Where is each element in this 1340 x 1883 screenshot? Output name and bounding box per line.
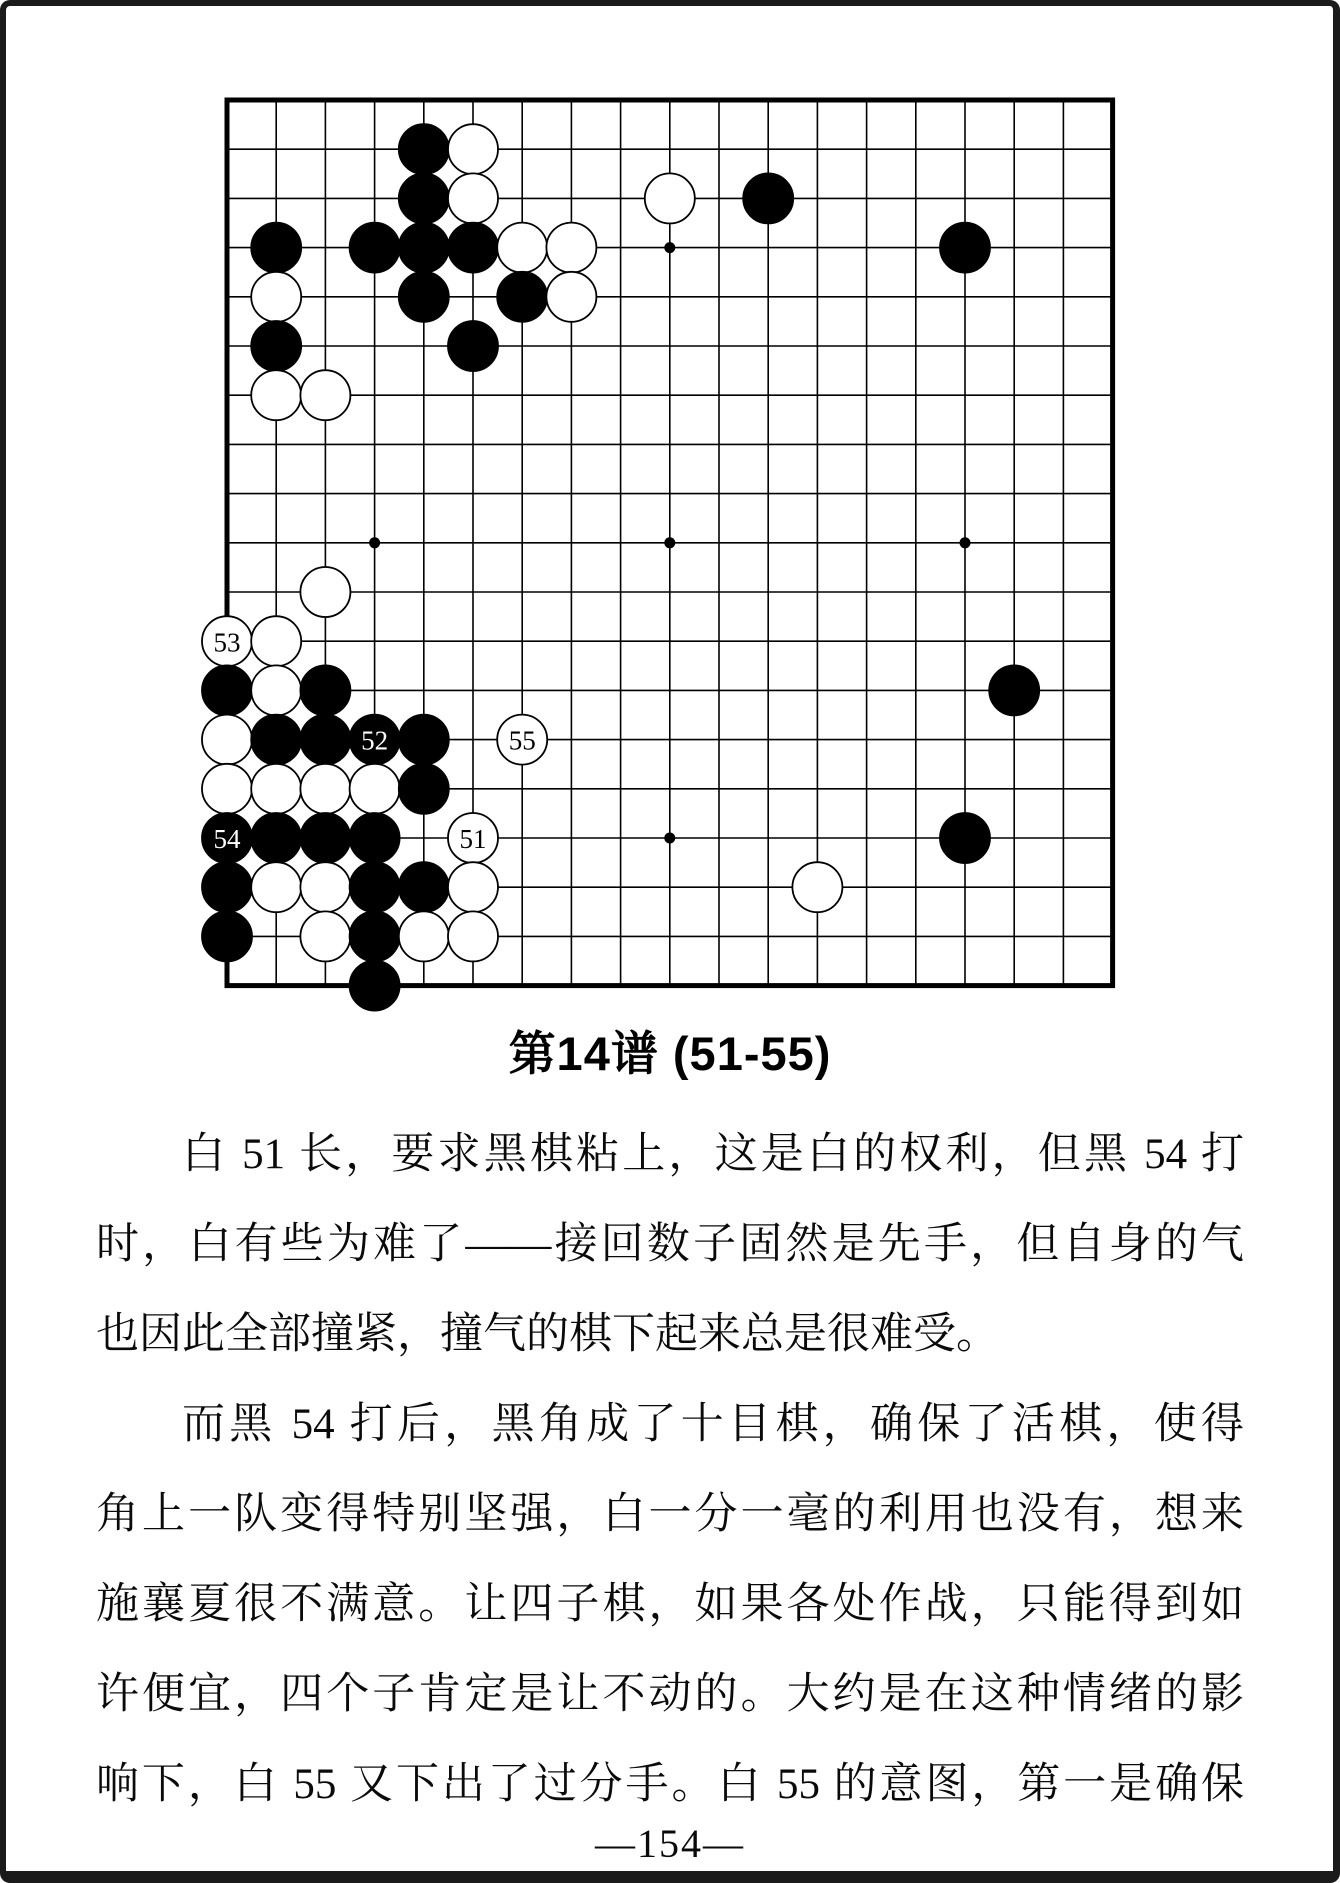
black-stone: [399, 764, 449, 814]
white-stone: [251, 665, 301, 715]
stone-move-number: 54: [213, 824, 241, 855]
black-stone: [448, 223, 498, 273]
white-stone: [399, 911, 449, 961]
white-stone: [448, 911, 498, 961]
black-stone: [350, 961, 400, 1011]
black-stone: [350, 813, 400, 863]
black-stone: [251, 223, 301, 273]
text-line: 白 51 长，要求黑棋粘上，这是白的权利，但黑 54 打: [182, 1131, 1244, 1178]
white-stone: [546, 223, 596, 273]
white-stone: [251, 370, 301, 420]
black-stone: [940, 813, 990, 863]
star-point: [960, 537, 971, 548]
text-line: 而黑 54 打后，黑角成了十目棋，确保了活棋，使得: [182, 1401, 1244, 1448]
black-stone: [202, 911, 252, 961]
black-stone: [251, 321, 301, 371]
black-stone: [989, 665, 1039, 715]
white-stone: [202, 715, 252, 765]
black-stone: [399, 124, 449, 174]
white-stone: [448, 862, 498, 912]
text-line: 也因此全部撞紧，撞气的棋下起来总是很难受。: [96, 1311, 999, 1358]
black-stone: [350, 862, 400, 912]
white-stone: [251, 764, 301, 814]
text-line: 响下，白 55 又下出了过分手。白 55 的意图，第一是确保: [96, 1761, 1244, 1808]
black-stone: [251, 813, 301, 863]
stone-move-number: 51: [459, 824, 487, 855]
black-stone: [399, 862, 449, 912]
black-stone: [497, 272, 547, 322]
black-stone: [399, 715, 449, 765]
black-stone: [399, 173, 449, 223]
text-line: 施襄夏很不满意。让四子棋，如果各处作战，只能得到如: [96, 1581, 1244, 1628]
black-stone: [350, 911, 400, 961]
go-board-diagram: [197, 70, 1143, 1016]
black-stone: [202, 862, 252, 912]
text-line: 角上一队变得特别坚强，白一分一毫的利用也没有，想来: [96, 1491, 1244, 1538]
white-stone: [792, 862, 842, 912]
white-stone: [251, 272, 301, 322]
star-point: [664, 242, 675, 253]
black-stone: [300, 813, 350, 863]
black-stone: [940, 223, 990, 273]
black-stone: [448, 321, 498, 371]
black-stone: [251, 715, 301, 765]
black-stone: [350, 223, 400, 273]
white-stone: [300, 862, 350, 912]
stone-move-number: 53: [213, 627, 241, 658]
star-point: [664, 833, 675, 844]
white-stone: [251, 616, 301, 666]
text-line: 许便宜，四个子肯定是让不动的。大约是在这种情绪的影: [96, 1671, 1244, 1718]
star-point: [369, 537, 380, 548]
stone-move-number: 52: [361, 725, 389, 756]
white-stone: [546, 272, 596, 322]
white-stone: [300, 764, 350, 814]
black-stone: [743, 173, 793, 223]
white-stone: [300, 911, 350, 961]
black-stone: [399, 272, 449, 322]
white-stone: [300, 567, 350, 617]
black-stone: [202, 665, 252, 715]
white-stone: [497, 223, 547, 273]
white-stone: [448, 124, 498, 174]
white-stone: [448, 173, 498, 223]
go-board-svg: [197, 70, 1143, 1016]
diagram-caption: 第14谱 (51-55): [508, 1027, 832, 1080]
white-stone: [202, 764, 252, 814]
white-stone: [350, 764, 400, 814]
body-text: [96, 1110, 1244, 1830]
white-stone: [645, 173, 695, 223]
white-stone: [251, 862, 301, 912]
page-number: —154—: [595, 1821, 745, 1866]
black-stone: [300, 715, 350, 765]
white-stone: [300, 370, 350, 420]
star-point: [664, 537, 675, 548]
stone-move-number: 55: [508, 725, 536, 756]
black-stone: [300, 665, 350, 715]
text-line: 时，白有些为难了——接回数子固然是先手，但自身的气: [96, 1221, 1244, 1268]
black-stone: [399, 223, 449, 273]
